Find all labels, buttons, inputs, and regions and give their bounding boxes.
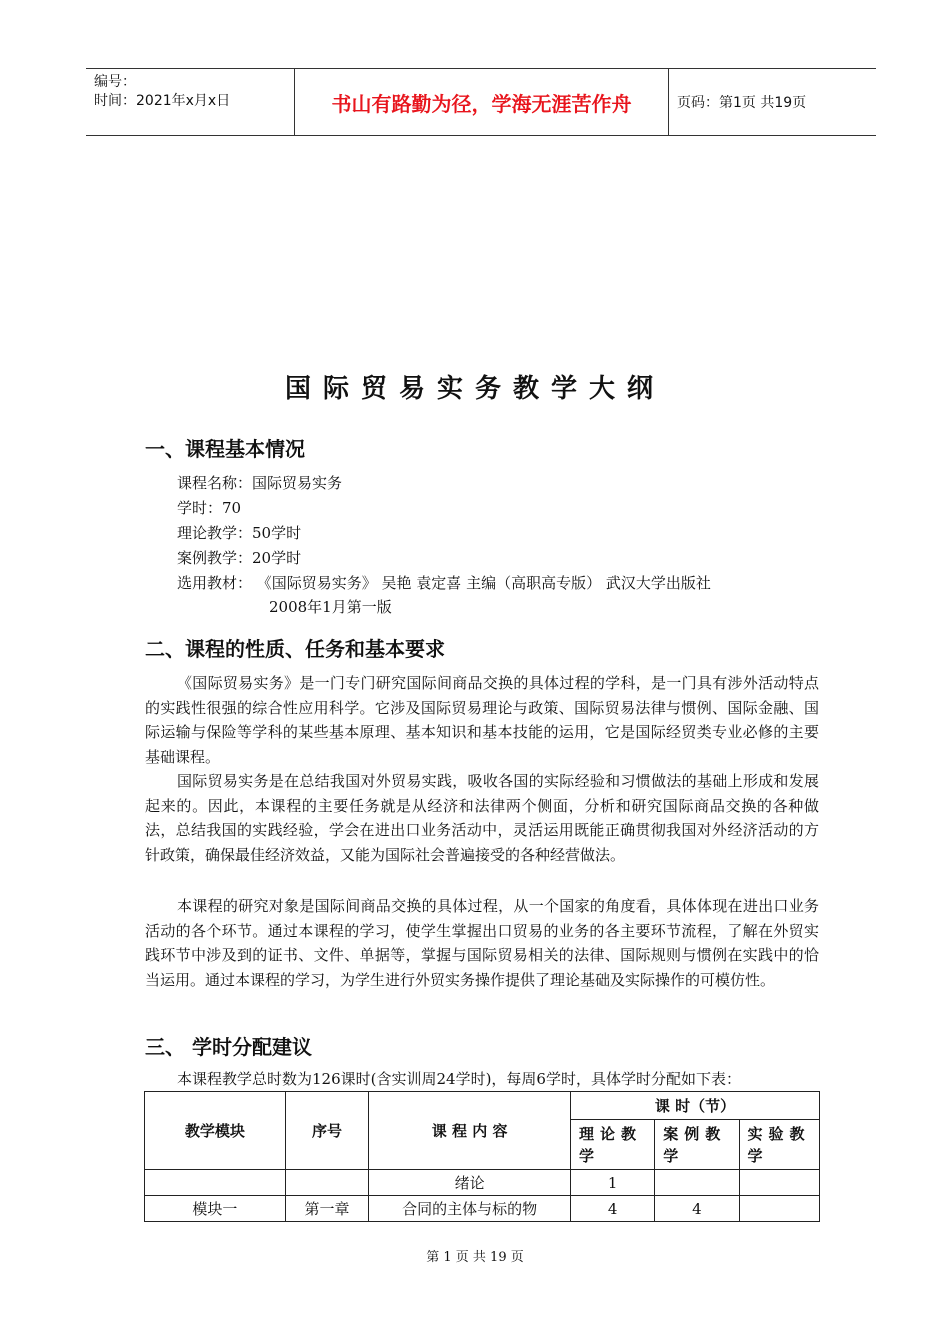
textbook-line1: 选用教材： 《国际贸易实务》 吴艳 袁定喜 主编（高职高专版） 武汉大学出版社 bbox=[177, 574, 711, 592]
header-motto: 书山有路勤为径，学海无涯苦作舟 bbox=[295, 69, 669, 136]
time-label: 时间：2021年x月x日 bbox=[94, 93, 231, 109]
number-label: 编号： bbox=[94, 74, 136, 90]
hours-table bbox=[144, 1091, 820, 1222]
theory-hours: 理论教学：50学时 bbox=[177, 524, 302, 542]
section1-heading: 一、课程基本情况 bbox=[145, 437, 305, 461]
col-module-header: 教学模块 bbox=[145, 1092, 286, 1170]
table-row bbox=[145, 1170, 820, 1196]
section2-heading: 二、课程的性质、任务和基本要求 bbox=[145, 637, 445, 661]
cell-content: 绪论 bbox=[369, 1170, 571, 1196]
section2-paragraph-1: 《国际贸易实务》是一门专门研究国际间商品交换的具体过程的学科，是一门具有涉外活动特点的实践性很强的综合性应用科学。它涉及国际贸易理论与政策、国际贸易法律与惯例、国际金融、国际运输与保险等学科的某些基本原理、基本知识和基本技能的运用，它是国际经贸类专业必修的主要基础课程。 bbox=[145, 674, 819, 766]
col-seq-header: 序号 bbox=[285, 1092, 369, 1170]
cell-module: 模块一 bbox=[145, 1196, 286, 1222]
cell-lab bbox=[739, 1196, 820, 1222]
cell-case: 4 bbox=[655, 1196, 739, 1222]
col-theory-header: 理论教学 bbox=[570, 1120, 654, 1170]
cell-module bbox=[145, 1170, 286, 1196]
section3-intro: 本课程教学总时数为126课时(含实训周24学时)，每周6学时，具体学时分配如下表： bbox=[177, 1070, 741, 1088]
table-row bbox=[145, 1196, 820, 1222]
cell-lab bbox=[739, 1170, 820, 1196]
cell-seq: 第一章 bbox=[285, 1196, 369, 1222]
header-page-label: 页码：第1页 共19页 bbox=[669, 69, 877, 136]
header-meta bbox=[86, 69, 295, 136]
cell-case bbox=[655, 1170, 739, 1196]
page-footer: 第 1 页 共 19 页 bbox=[426, 1250, 524, 1265]
section2-paragraph-2: 国际贸易实务是在总结我国对外贸易实践，吸收各国的实际经验和习惯做法的基础上形成和发展起来的。因此，本课程的主要任务就是从经济和法律两个侧面，分析和研究国际商品交换的各种做法，总结我国的实践经验，学会在进出口业务活动中，灵活运用既能正确贯彻我国对外经济活动的方针政策，确保最佳经济效益，又能为国际社会普遍接受的各种经营做法。 bbox=[145, 772, 819, 864]
col-hours-header: 课 时（节） bbox=[570, 1092, 819, 1120]
case-hours: 案例教学：20学时 bbox=[177, 549, 302, 567]
section3-heading: 三、 学时分配建议 bbox=[145, 1035, 312, 1059]
cell-theory: 4 bbox=[570, 1196, 654, 1222]
cell-seq bbox=[285, 1170, 369, 1196]
page-header bbox=[86, 68, 876, 136]
col-content-header: 课 程 内 容 bbox=[369, 1092, 571, 1170]
cell-theory: 1 bbox=[570, 1170, 654, 1196]
section2-paragraph-3: 本课程的研究对象是国际间商品交换的具体过程，从一个国家的角度看，具体体现在进出口业务活动的各个环节。通过本课程的学习，使学生掌握出口贸易的业务的各主要环节流程，了解在外贸实践环节中涉及到的证书、文件、单据等，掌握与国际贸易相关的法律、国际规则与惯例在实践中的恰当运用。通过本课程的学习，为学生进行外贸实务操作提供了理论基础及实际操作的可模仿性。 bbox=[145, 897, 819, 989]
course-hours: 学时：70 bbox=[177, 499, 242, 517]
textbook-line2: 2008年1月第一版 bbox=[269, 598, 392, 616]
col-case-header: 案例教学 bbox=[655, 1120, 739, 1170]
cell-content: 合同的主体与标的物 bbox=[369, 1196, 571, 1222]
document-title: 国际贸易实务教学大纲 bbox=[284, 374, 665, 404]
col-lab-header: 实验教学 bbox=[739, 1120, 820, 1170]
course-name: 课程名称：国际贸易实务 bbox=[177, 474, 343, 492]
